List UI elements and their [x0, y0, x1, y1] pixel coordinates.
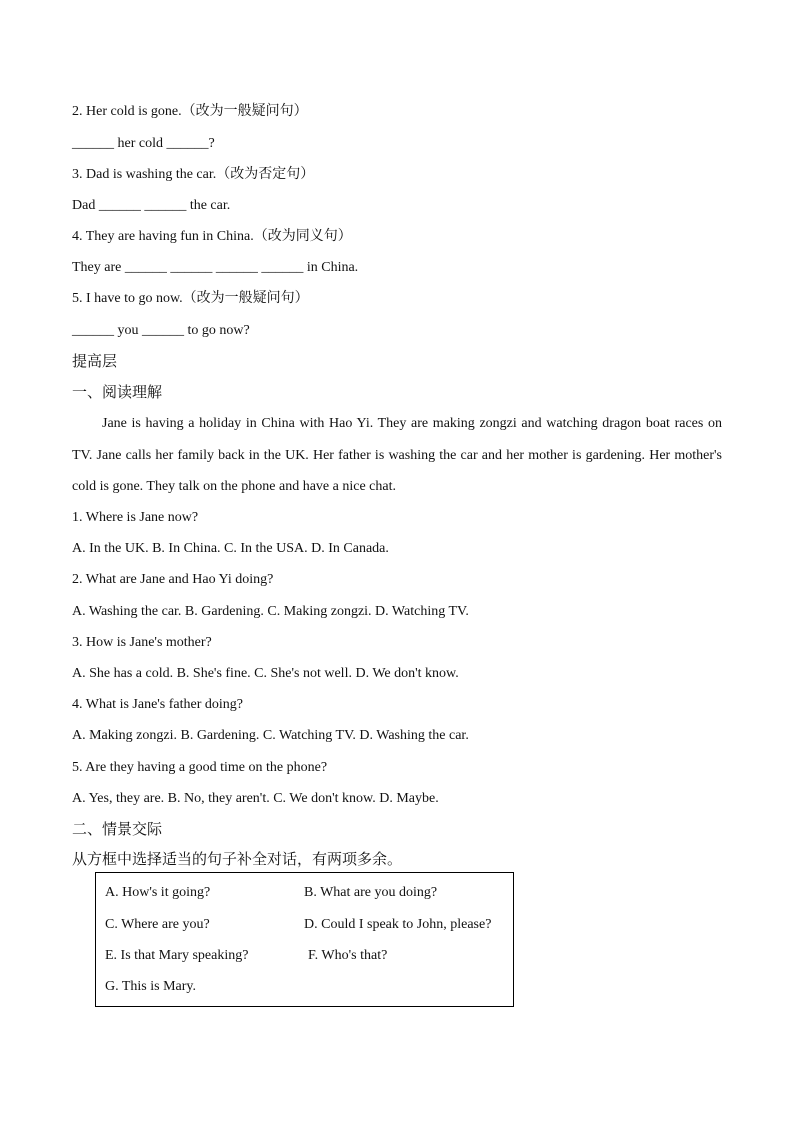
options-box [95, 872, 514, 1007]
reading-heading: 一、阅读理解 [72, 385, 163, 401]
question-3: 3. How is Jane's mother? [72, 635, 212, 650]
question-5-options: A. Yes, they are. B. No, they aren't. C. We don't know. D. Maybe. [72, 791, 439, 806]
exercise-3-prompt: 3. Dad is washing the car.（改为否定句） [72, 167, 315, 182]
question-2: 2. What are Jane and Hao Yi doing? [72, 572, 274, 587]
exercise-4-answer: They are ______ ______ ______ ______ in China. [72, 260, 359, 275]
option-e: E. Is that Mary speaking? [105, 948, 249, 963]
option-f: F. Who's that? [308, 948, 388, 963]
question-3-options: A. She has a cold. B. She's fine. C. She's not well. D. We don't know. [72, 666, 459, 681]
exercise-2-prompt: 2. Her cold is gone.（改为一般疑问句） [72, 104, 308, 119]
exercise-5-prompt: 5. I have to go now.（改为一般疑问句） [72, 291, 309, 306]
level-heading: 提高层 [72, 354, 118, 370]
question-4: 4. What is Jane's father doing? [72, 697, 243, 712]
reading-passage: Jane is having a holiday in China with Hao Yi. They are making zongzi and watching dragon boat races on TV. Jane calls her family back in the UK. Her father is washing the car and her mother is gardening. Her mother's cold is gone. They talk on the phone and have a nice chat. [72, 416, 722, 494]
dialogue-heading: 二、情景交际 [72, 822, 163, 838]
question-5: 5. Are they having a good time on the phone? [72, 760, 328, 775]
exercise-2-answer: ______ her cold ______? [72, 136, 215, 151]
dialogue-instruction: 从方框中选择适当的句子补全对话，有两项多余。 [72, 852, 403, 868]
exercise-4-prompt: 4. They are having fun in China.（改为同义句） [72, 229, 352, 244]
option-g: G. This is Mary. [105, 979, 196, 994]
option-c: C. Where are you? [105, 917, 210, 932]
option-a: A. How's it going? [105, 885, 211, 900]
option-b: B. What are you doing? [304, 885, 438, 900]
question-1-options: A. In the UK. B. In China. C. In the USA. D. In Canada. [72, 541, 389, 556]
question-1: 1. Where is Jane now? [72, 510, 199, 525]
exercise-5-answer: ______ you ______ to go now? [72, 323, 250, 338]
option-d: D. Could I speak to John, please? [304, 917, 492, 932]
exercise-3-answer: Dad ______ ______ the car. [72, 198, 231, 213]
question-2-options: A. Washing the car. B. Gardening. C. Making zongzi. D. Watching TV. [72, 604, 469, 619]
question-4-options: A. Making zongzi. B. Gardening. C. Watching TV. D. Washing the car. [72, 728, 469, 743]
